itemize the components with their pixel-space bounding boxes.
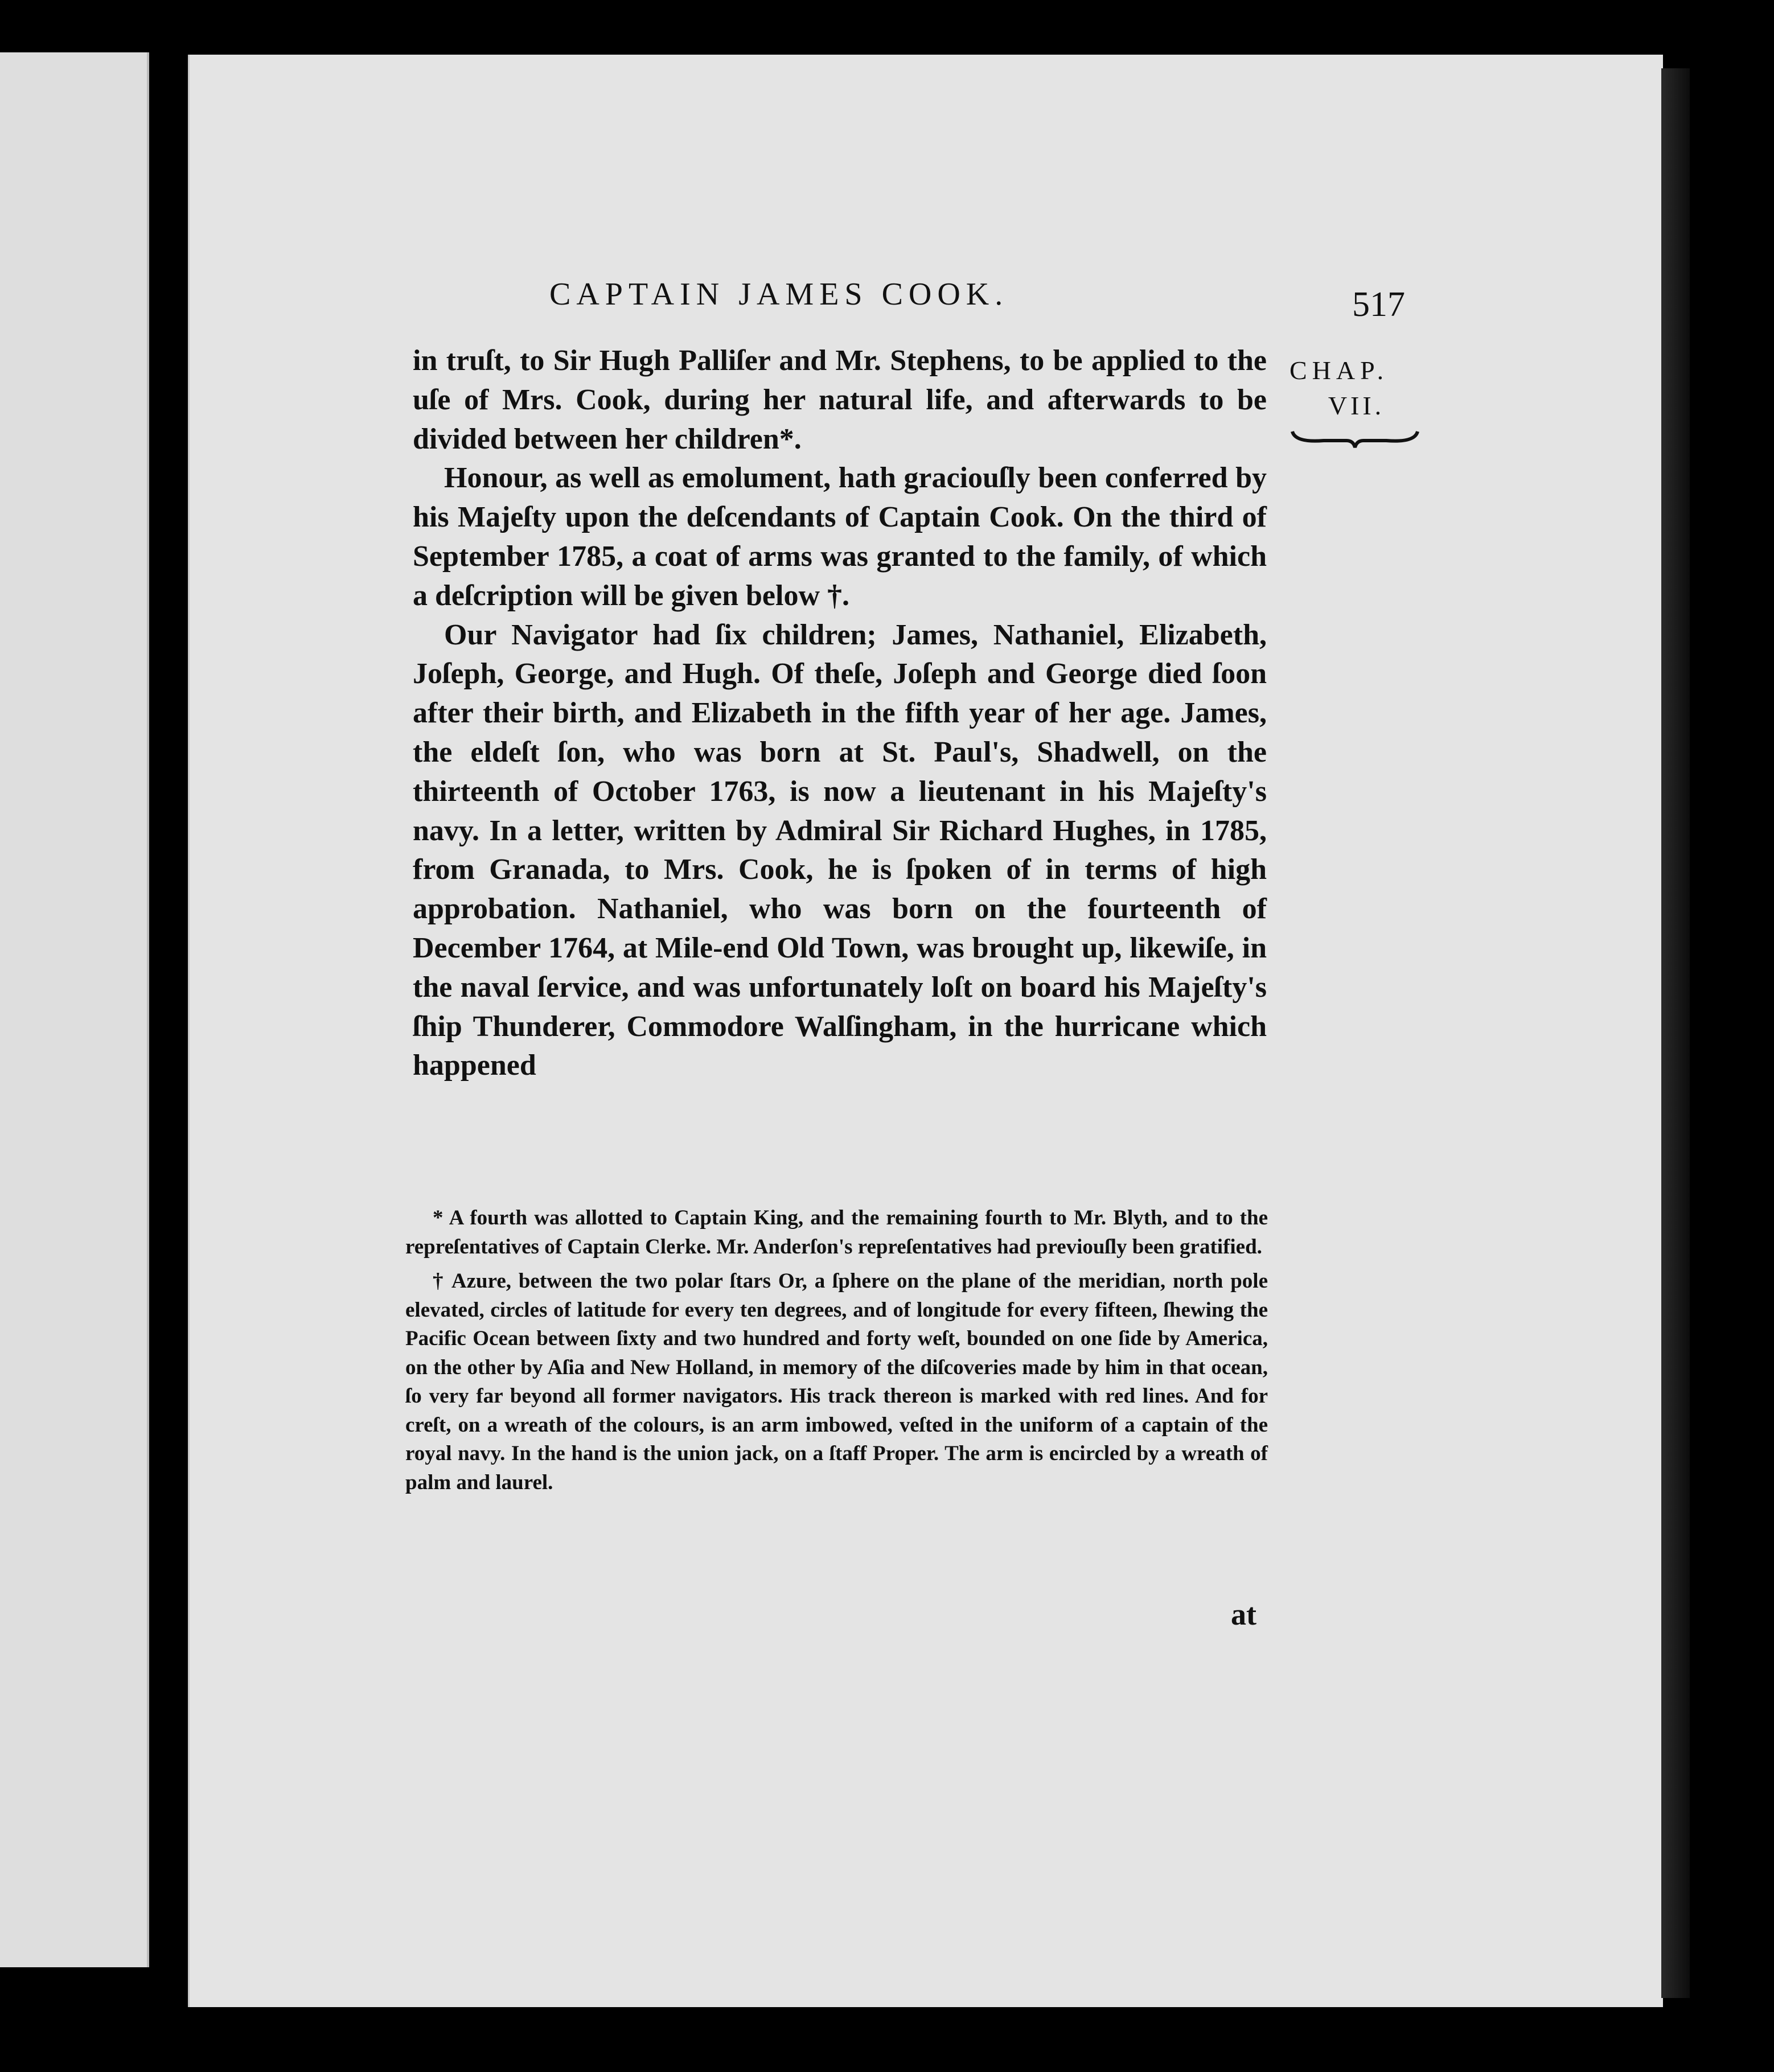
paragraph: Honour, as well as emolument, hath graciouſly been conferred by his Majeſty upon the deſcendants of Captain Cook. On the third of September 1785, a coat of arms was granted to the family, of which a deſcription will be given below †. bbox=[413, 462, 1267, 612]
facing-page-edge bbox=[0, 52, 149, 1967]
footnote: * A fourth was allotted to Captain King, and the remaining fourth to Mr. Blyth, and to the repreſentatives of Captain Clerke. Mr. Anderſon's repreſentatives had previouſly been gratified. bbox=[405, 1206, 1268, 1259]
page-edge-shadow bbox=[1661, 68, 1690, 1998]
footnotes bbox=[405, 1204, 1268, 1503]
chapter-number: VII. bbox=[1328, 391, 1385, 420]
running-title: CAPTAIN JAMES COOK. bbox=[549, 277, 1009, 312]
chapter-margin-note bbox=[1290, 353, 1423, 450]
brace-icon bbox=[1290, 427, 1420, 450]
main-text bbox=[413, 342, 1267, 1086]
footnote: † Azure, between the two polar ſtars Or, a ſphere on the plane of the meridian, north pole elevated, circles of latitude for every ten degrees, and of longitude for every fifteen, ſhewing the Pacific Ocean between ſixty and two hundred and forty weſt, bounded on one ſide by America, on the other by Aſia and New Holland, in memory of the diſcoveries made by him in that ocean, ſo very far beyond all former navigators. His track thereon is marked with red lines. And for creſt, on a wreath of the colours, is an arm imbowed, veſted in the uniform of a captain of the royal navy. In the hand is the union jack, on a ſtaff Proper. The arm is encircled by a wreath of palm and laurel. bbox=[405, 1269, 1268, 1494]
paragraph: in truſt, to Sir Hugh Palliſer and Mr. Stephens, to be applied to the uſe of Mrs. Cook, during her natural life, and afterwards to be divided between her children*. bbox=[413, 344, 1267, 455]
page-number: 517 bbox=[1352, 285, 1405, 324]
chapter-label: CHAP. bbox=[1290, 356, 1389, 385]
paragraph: Our Navigator had ſix children; James, Nathaniel, Elizabeth, Joſeph, George, and Hugh. Of theſe, Joſeph and George died ſoon after their birth, and Elizabeth in the fifth year of her age. James, the eldeſt ſon, who was born at St. Paul's, Shadwell, on the thirteenth of October 1763, is now a lieutenant in his Majeſty's navy. In a letter, written by Admiral Sir Richard Hughes, in 1785, from Granada, to Mrs. Cook, he is ſpoken of in terms of high approbation. Nathaniel, who was born on the fourteenth of December 1764, at Mile-end Old Town, was brought up, likewiſe, in the naval ſervice, and was unfortunately loſt on board his Majeſty's ſhip Thunderer, Commodore Walſingham, in the hurricane which happened bbox=[413, 618, 1267, 1082]
catchword: at bbox=[1231, 1597, 1256, 1631]
